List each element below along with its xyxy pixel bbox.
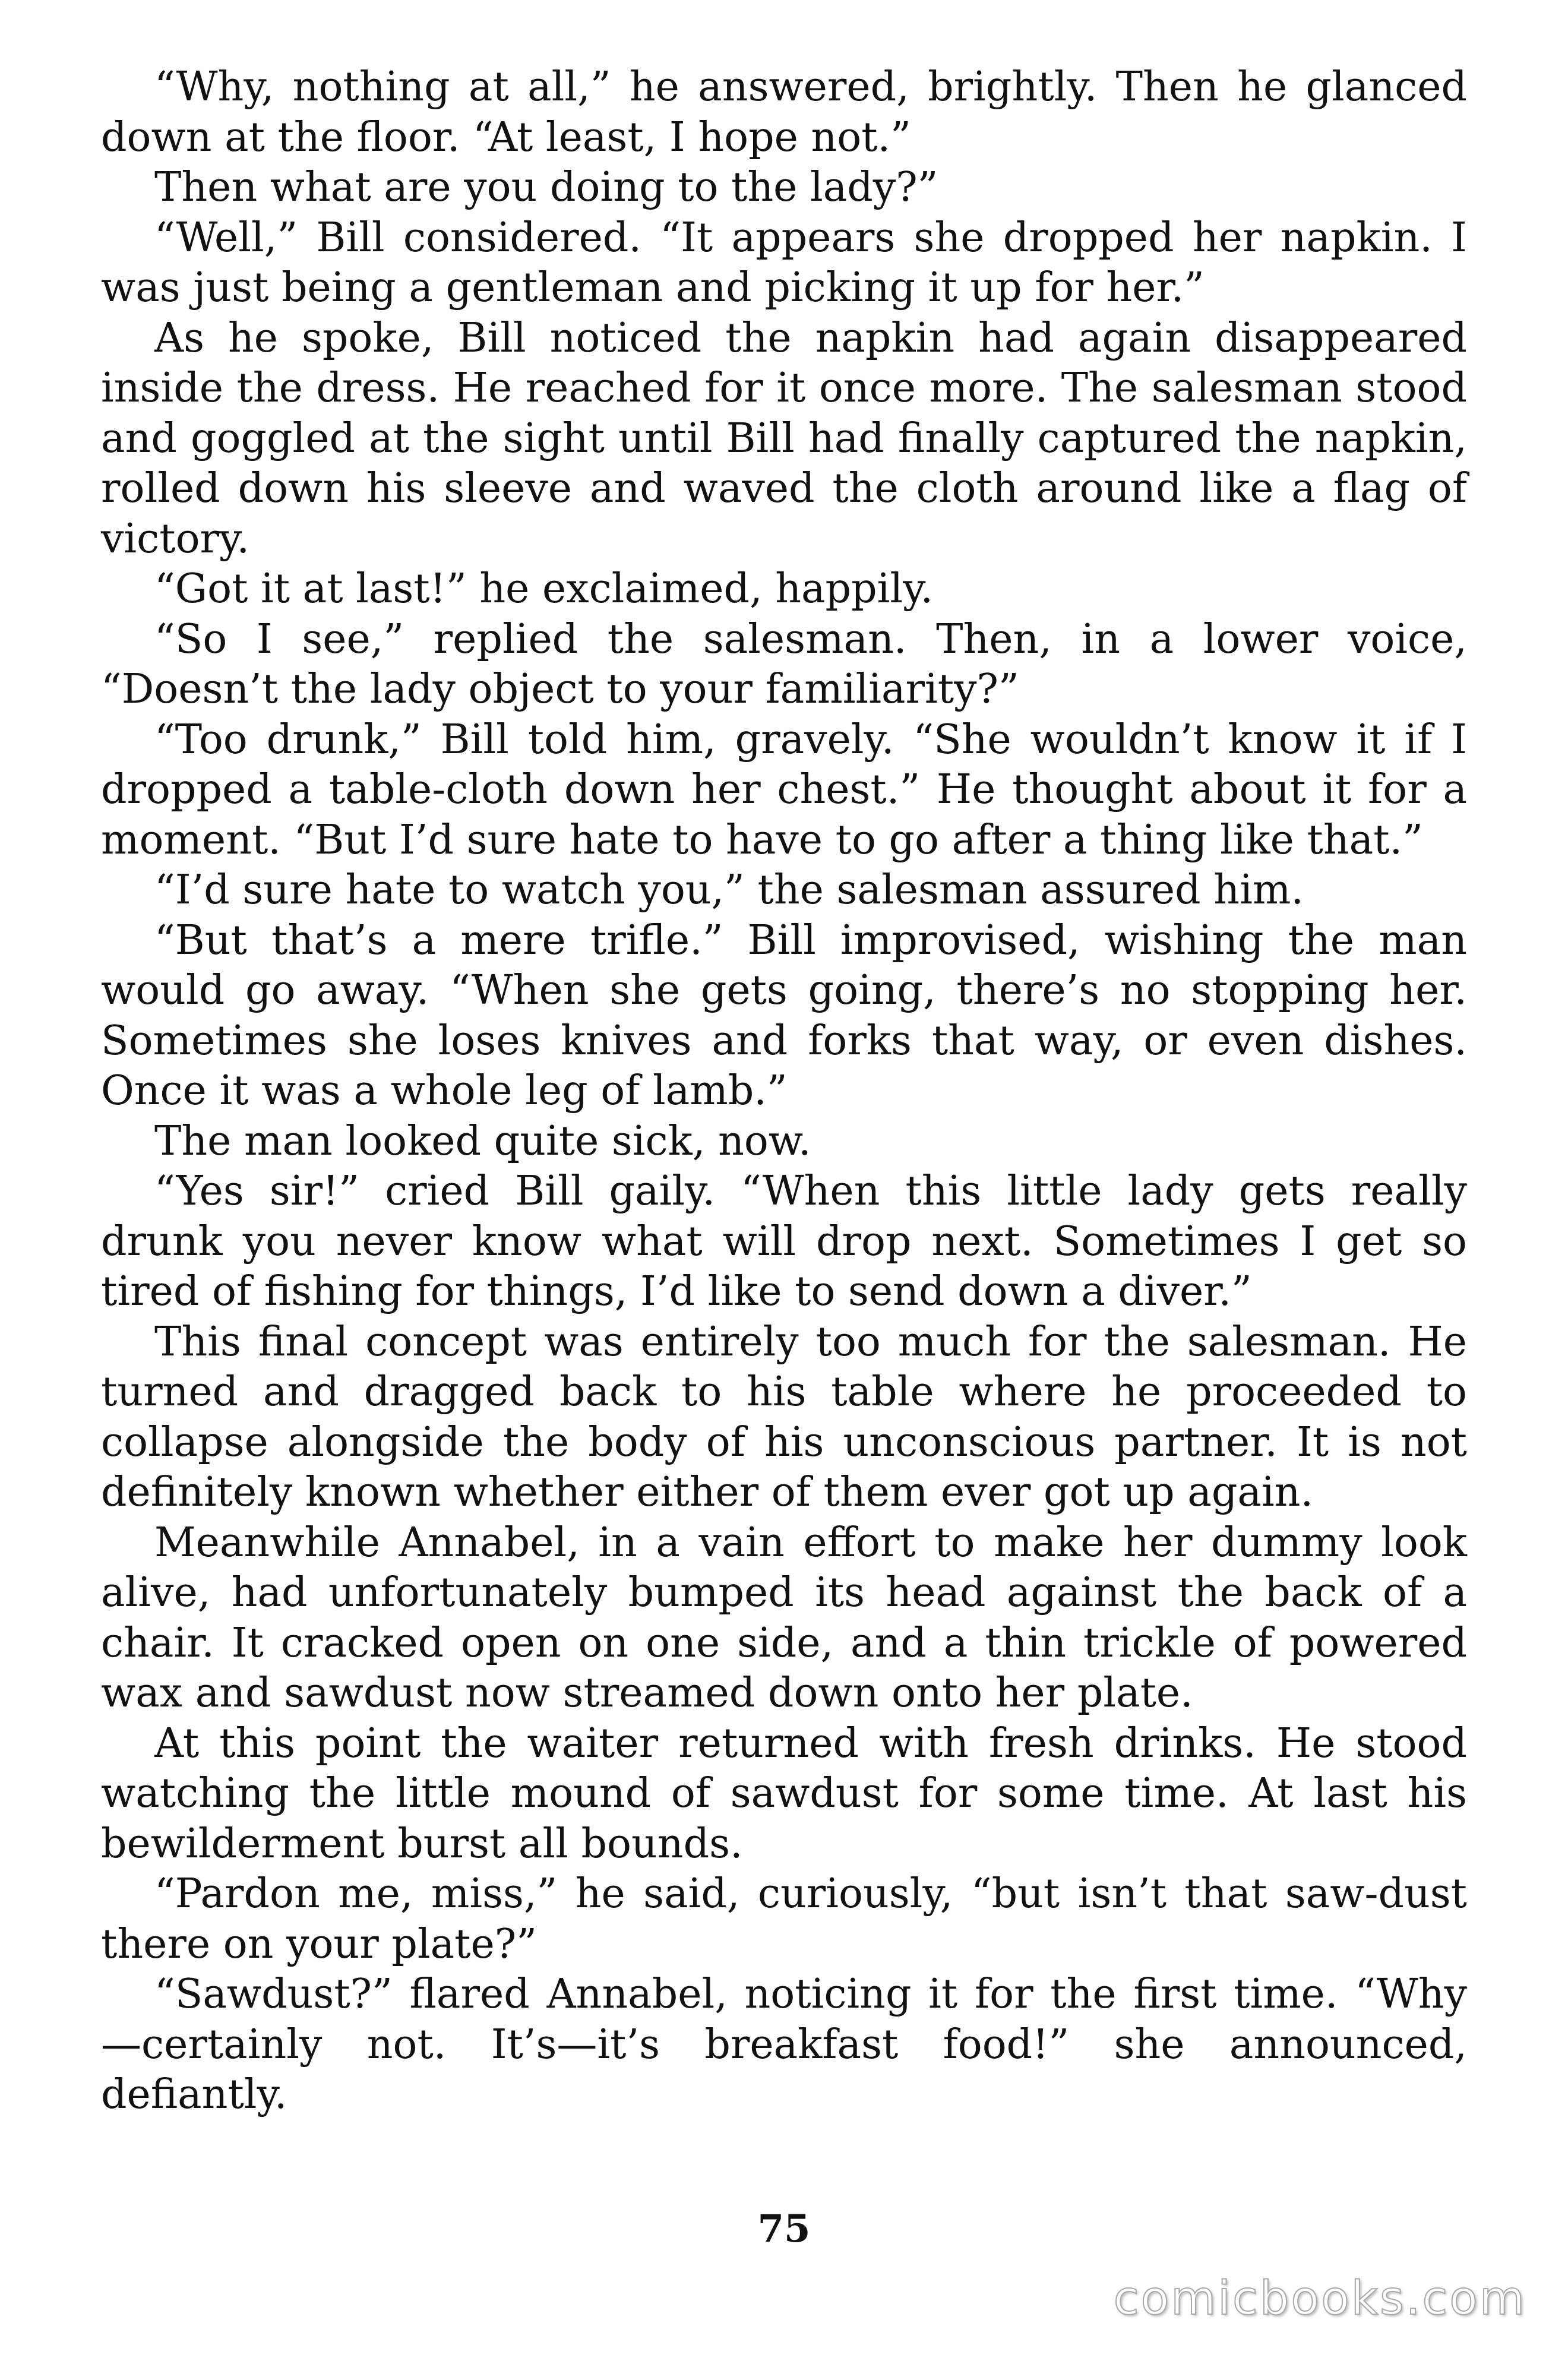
paragraph: “Too drunk,” Bill told him, gravely. “She wouldn’t know it if I dropped a table-cloth down her chest.” He thought about it for a moment. “But I’d sure hate to have to go after a thing like that.”	[101, 716, 1467, 864]
paragraph: “I’d sure hate to watch you,” the salesman assured him.	[154, 867, 1304, 914]
paragraph: As he spoke, Bill noticed the napkin had again disappeared inside the dress. He reached for it once more. The salesman stood and goggled at the sight until Bill had finally captured the napkin, rolled down his sleeve and waved the cloth around like a flag of victory.	[101, 314, 1467, 562]
paragraph: “Why, nothing at all,” he answered, brightly. Then he glanced down at the floor. “At least, I hope not.”	[101, 64, 1467, 161]
paragraph: This final concept was entirely too much for the salesman. He turned and dragged back to his table where he proceeded to collapse alongside the body of his unconscious partner. It is not definitely known whether either of them ever got up again.	[101, 1318, 1467, 1516]
paragraph: The man looked quite sick, now.	[154, 1117, 811, 1165]
paragraph: At this point the waiter returned with fresh drinks. He stood watching the little mound of sawdust for some time. At last his bewilderment burst all bounds.	[101, 1720, 1467, 1867]
paragraph: “Got it at last!” he exclaimed, happily.	[154, 565, 934, 612]
paragraph: “So I see,” replied the salesman. Then, in a lower voice, “Doesn’t the lady object to your familiarity?”	[101, 615, 1467, 713]
paragraph: Meanwhile Annabel, in a vain effort to make her dummy look alive, had unfortunately bumped its head against the back of a chair. It cracked open on one side, and a thin trickle of powered wax and sawdust now streamed down onto her plate.	[101, 1519, 1467, 1717]
body-text	[101, 62, 1467, 2120]
paragraph: Then what are you doing to the lady?”	[154, 164, 938, 211]
watermark: comicbooks.com	[1113, 2272, 1526, 2325]
paragraph: “But that’s a mere trifle.” Bill improvised, wishing the man would go away. “When she gets going, there’s no stopping her. Sometimes she loses knives and forks that way, or even dishes. Once it was a whole leg of lamb.”	[101, 916, 1467, 1114]
paragraph: “Yes sir!” cried Bill gaily. “When this little lady gets really drunk you never know what will drop next. Sometimes I get so tired of fishing for things, I’d like to send down a diver.”	[101, 1168, 1467, 1315]
page-number: 75	[757, 2207, 811, 2251]
paragraph: “Pardon me, miss,” he said, curiously, “but isn’t that saw-dust there on your plate?”	[101, 1870, 1467, 1968]
paragraph: “Well,” Bill considered. “It appears she dropped her napkin. I was just being a gentleman and picking it up for her.”	[101, 214, 1467, 311]
paragraph: “Sawdust?” flared Annabel, noticing it for the first time. “Why—certainly not. It’s—it’s breakfast food!” she announced, defiantly.	[101, 1971, 1467, 2118]
